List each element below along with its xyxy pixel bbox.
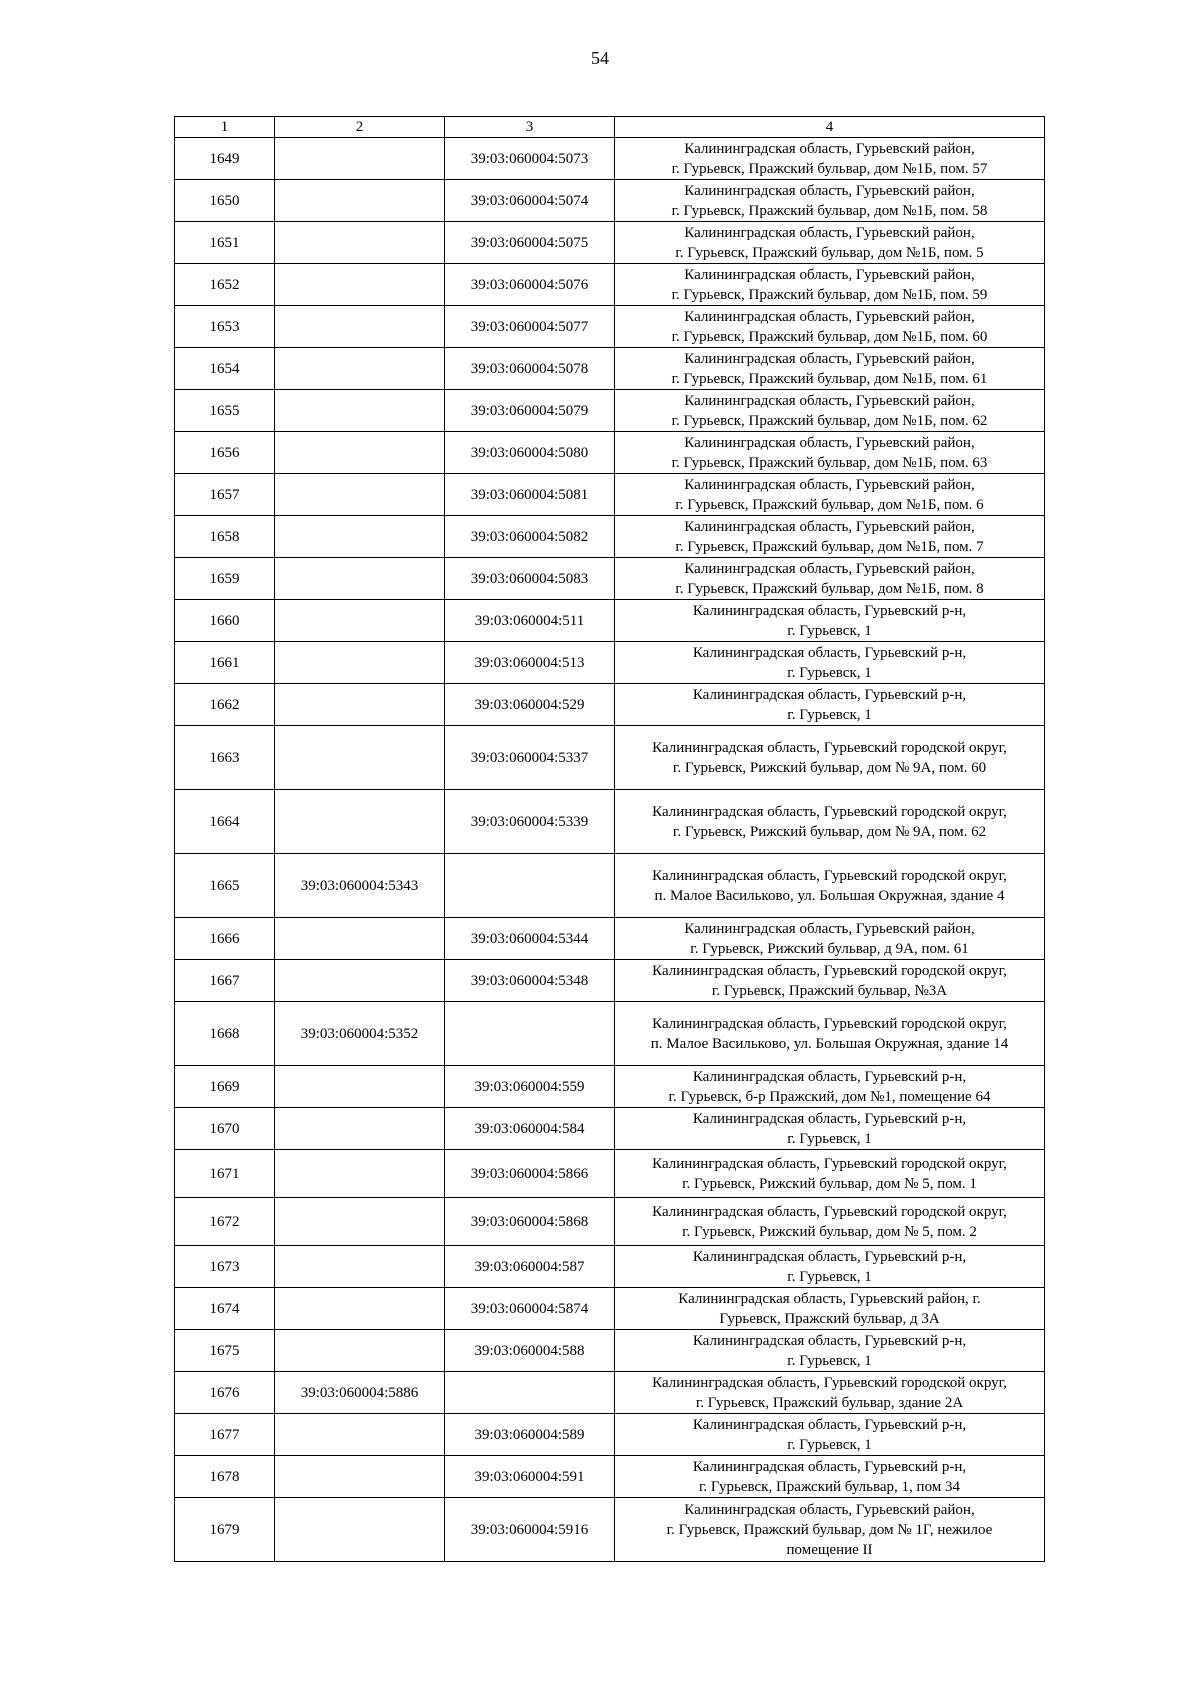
cadastral-number-col2	[275, 1108, 445, 1150]
page-number: 54	[591, 48, 609, 68]
address-cell: Калининградская область, Гурьевский городской округ, г. Гурьевск, Рижский бульвар, дом № 9А, пом. 62	[615, 790, 1045, 854]
address-cell: Калининградская область, Гурьевский район, г. Гурьевск, Пражский бульвар, дом №1Б, пом. 62	[615, 390, 1045, 432]
cadastral-number-col2	[275, 1456, 445, 1498]
address-cell: Калининградская область, Гурьевский район, г. Гурьевск, Пражский бульвар, дом №1Б, пом. 5	[615, 222, 1045, 264]
cadastral-number-col3: 39:03:060004:5083	[445, 558, 615, 600]
address-cell: Калининградская область, Гурьевский район, г. Гурьевск, Пражский бульвар, дом №1Б, пом. 59	[615, 264, 1045, 306]
table-row	[175, 180, 1045, 222]
cadastral-number-col2	[275, 642, 445, 684]
table-row	[175, 1066, 1045, 1108]
cadastral-number-col2	[275, 348, 445, 390]
address-cell: Калининградская область, Гурьевский городской округ, г. Гурьевск, Пражский бульвар, здание 2А	[615, 1372, 1045, 1414]
cadastral-number-col2	[275, 1150, 445, 1198]
address-cell: Калининградская область, Гурьевский район, г. Гурьевск, Пражский бульвар, дом №1Б, пом. 58	[615, 180, 1045, 222]
row-number-cell: 1651	[175, 222, 275, 264]
address-cell: Калининградская область, Гурьевский р-н, г. Гурьевск, 1	[615, 1246, 1045, 1288]
cadastral-number-col2	[275, 180, 445, 222]
cadastral-number-col2	[275, 1414, 445, 1456]
row-number-cell: 1671	[175, 1150, 275, 1198]
address-cell: Калининградская область, Гурьевский р-н, г. Гурьевск, 1	[615, 684, 1045, 726]
address-cell: Калининградская область, Гурьевский р-н, г. Гурьевск, Пражский бульвар, 1, пом 34	[615, 1456, 1045, 1498]
row-number-cell: 1655	[175, 390, 275, 432]
row-number-cell: 1672	[175, 1198, 275, 1246]
cadastral-number-col3: 39:03:060004:5078	[445, 348, 615, 390]
cadastral-number-col3: 39:03:060004:5079	[445, 390, 615, 432]
row-number-cell: 1677	[175, 1414, 275, 1456]
table-row	[175, 138, 1045, 180]
address-cell: Калининградская область, Гурьевский район, г. Гурьевск, Пражский бульвар, дом № 1Г, нежилое помещение II	[615, 1498, 1045, 1562]
row-number-cell: 1659	[175, 558, 275, 600]
table-row	[175, 1246, 1045, 1288]
table-row	[175, 642, 1045, 684]
header-col-4: 4	[615, 117, 1045, 138]
table-row	[175, 222, 1045, 264]
table-row	[175, 264, 1045, 306]
cadastral-number-col2	[275, 1198, 445, 1246]
cadastral-number-col3: 39:03:060004:529	[445, 684, 615, 726]
cadastral-number-col3: 39:03:060004:584	[445, 1108, 615, 1150]
cadastral-number-col2	[275, 138, 445, 180]
cadastral-number-col3: 39:03:060004:5074	[445, 180, 615, 222]
row-number-cell: 1670	[175, 1108, 275, 1150]
address-cell: Калининградская область, Гурьевский городской округ, г. Гурьевск, Пражский бульвар, №3А	[615, 960, 1045, 1002]
header-col-3: 3	[445, 117, 615, 138]
table-row	[175, 600, 1045, 642]
cadastral-number-col3: 39:03:060004:5075	[445, 222, 615, 264]
row-number-cell: 1652	[175, 264, 275, 306]
table-header-row	[175, 117, 1045, 138]
cadastral-number-col3: 39:03:060004:588	[445, 1330, 615, 1372]
cadastral-number-col2	[275, 474, 445, 516]
row-number-cell: 1662	[175, 684, 275, 726]
row-number-cell: 1650	[175, 180, 275, 222]
row-number-cell: 1663	[175, 726, 275, 790]
address-cell: Калининградская область, Гурьевский район, г. Гурьевск, Пражский бульвар, дом №1Б, пом. 6	[615, 474, 1045, 516]
table-row	[175, 960, 1045, 1002]
row-number-cell: 1665	[175, 854, 275, 918]
table-row	[175, 918, 1045, 960]
cadastral-number-col3: 39:03:060004:591	[445, 1456, 615, 1498]
cadastral-number-col2	[275, 726, 445, 790]
cadastral-number-col2	[275, 432, 445, 474]
cadastral-number-col3: 39:03:060004:5073	[445, 138, 615, 180]
cadastral-number-col3	[445, 854, 615, 918]
address-cell: Калининградская область, Гурьевский район, г. Гурьевск, Пражский бульвар, дом №1Б, пом. 57	[615, 138, 1045, 180]
row-number-cell: 1666	[175, 918, 275, 960]
row-number-cell: 1664	[175, 790, 275, 854]
cadastral-number-col3: 39:03:060004:5077	[445, 306, 615, 348]
address-cell: Калининградская область, Гурьевский городской округ, г. Гурьевск, Рижский бульвар, дом № 5, пом. 1	[615, 1150, 1045, 1198]
address-cell: Калининградская область, Гурьевский район, г. Гурьевск, Рижский бульвар, д 9А, пом. 61	[615, 918, 1045, 960]
table-row	[175, 1288, 1045, 1330]
cadastral-number-col2	[275, 1066, 445, 1108]
table-row	[175, 1198, 1045, 1246]
cadastral-number-col2	[275, 1498, 445, 1562]
table-row	[175, 854, 1045, 918]
table-row	[175, 1498, 1045, 1562]
address-cell: Калининградская область, Гурьевский район, г. Гурьевск, Пражский бульвар, дом №1Б, пом. 7	[615, 516, 1045, 558]
address-cell: Калининградская область, Гурьевский район, г. Гурьевск, Пражский бульвар, д 3А	[615, 1288, 1045, 1330]
cadastral-number-col2	[275, 516, 445, 558]
row-number-cell: 1674	[175, 1288, 275, 1330]
cadastral-number-col3: 39:03:060004:511	[445, 600, 615, 642]
cadastral-number-col2	[275, 1246, 445, 1288]
row-number-cell: 1660	[175, 600, 275, 642]
address-cell: Калининградская область, Гурьевский р-н, г. Гурьевск, 1	[615, 1330, 1045, 1372]
table-row	[175, 558, 1045, 600]
registry-table	[174, 116, 1045, 1562]
table-row	[175, 1150, 1045, 1198]
table-row	[175, 1456, 1045, 1498]
row-number-cell: 1661	[175, 642, 275, 684]
cadastral-number-col3: 39:03:060004:5344	[445, 918, 615, 960]
address-cell: Калининградская область, Гурьевский район, г. Гурьевск, Пражский бульвар, дом №1Б, пом. 61	[615, 348, 1045, 390]
header-col-1: 1	[175, 117, 275, 138]
cadastral-number-col2	[275, 918, 445, 960]
address-cell: Калининградская область, Гурьевский район, г. Гурьевск, Пражский бульвар, дом №1Б, пом. 60	[615, 306, 1045, 348]
cadastral-number-col3: 39:03:060004:5348	[445, 960, 615, 1002]
table-row	[175, 1414, 1045, 1456]
row-number-cell: 1673	[175, 1246, 275, 1288]
cadastral-number-col3: 39:03:060004:559	[445, 1066, 615, 1108]
row-number-cell: 1675	[175, 1330, 275, 1372]
row-number-cell: 1678	[175, 1456, 275, 1498]
cadastral-number-col2	[275, 1288, 445, 1330]
cadastral-number-col3: 39:03:060004:5916	[445, 1498, 615, 1562]
table-row	[175, 1002, 1045, 1066]
cadastral-number-col3: 39:03:060004:5866	[445, 1150, 615, 1198]
row-number-cell: 1653	[175, 306, 275, 348]
table-row	[175, 516, 1045, 558]
row-number-cell: 1676	[175, 1372, 275, 1414]
cadastral-number-col2	[275, 960, 445, 1002]
address-cell: Калининградская область, Гурьевский городской округ, п. Малое Васильково, ул. Большая Окружная, здание 14	[615, 1002, 1045, 1066]
table-row	[175, 390, 1045, 432]
header-col-2: 2	[275, 117, 445, 138]
row-number-cell: 1679	[175, 1498, 275, 1562]
row-number-cell: 1649	[175, 138, 275, 180]
address-cell: Калининградская область, Гурьевский городской округ, г. Гурьевск, Рижский бульвар, дом № 9А, пом. 60	[615, 726, 1045, 790]
cadastral-number-col3: 39:03:060004:5339	[445, 790, 615, 854]
cadastral-number-col2	[275, 390, 445, 432]
cadastral-number-col3: 39:03:060004:513	[445, 642, 615, 684]
table-row	[175, 348, 1045, 390]
cadastral-number-col2	[275, 600, 445, 642]
table-row	[175, 306, 1045, 348]
cadastral-number-col2: 39:03:060004:5343	[275, 854, 445, 918]
cadastral-number-col3	[445, 1372, 615, 1414]
address-cell: Калининградская область, Гурьевский район, г. Гурьевск, Пражский бульвар, дом №1Б, пом. 8	[615, 558, 1045, 600]
cadastral-number-col3: 39:03:060004:5076	[445, 264, 615, 306]
cadastral-number-col2	[275, 306, 445, 348]
cadastral-number-col3: 39:03:060004:5868	[445, 1198, 615, 1246]
cadastral-number-col3	[445, 1002, 615, 1066]
table-row	[175, 1330, 1045, 1372]
address-cell: Калининградская область, Гурьевский р-н, г. Гурьевск, б-р Пражский, дом №1, помещение 64	[615, 1066, 1045, 1108]
table-row	[175, 726, 1045, 790]
table-row	[175, 684, 1045, 726]
cadastral-number-col2	[275, 790, 445, 854]
cadastral-number-col2	[275, 222, 445, 264]
cadastral-number-col3: 39:03:060004:5082	[445, 516, 615, 558]
cadastral-number-col3: 39:03:060004:5080	[445, 432, 615, 474]
cadastral-number-col3: 39:03:060004:5337	[445, 726, 615, 790]
cadastral-number-col2	[275, 264, 445, 306]
table-row	[175, 1372, 1045, 1414]
table-row	[175, 474, 1045, 516]
table-row	[175, 1108, 1045, 1150]
row-number-cell: 1668	[175, 1002, 275, 1066]
address-cell: Калининградская область, Гурьевский р-н, г. Гурьевск, 1	[615, 1414, 1045, 1456]
address-cell: Калининградская область, Гурьевский р-н, г. Гурьевск, 1	[615, 600, 1045, 642]
row-number-cell: 1669	[175, 1066, 275, 1108]
cadastral-number-col3: 39:03:060004:589	[445, 1414, 615, 1456]
address-cell: Калининградская область, Гурьевский городской округ, п. Малое Васильково, ул. Большая Окружная, здание 4	[615, 854, 1045, 918]
table-row	[175, 432, 1045, 474]
cadastral-number-col3: 39:03:060004:5874	[445, 1288, 615, 1330]
address-cell: Калининградская область, Гурьевский р-н, г. Гурьевск, 1	[615, 1108, 1045, 1150]
cadastral-number-col2: 39:03:060004:5352	[275, 1002, 445, 1066]
row-number-cell: 1656	[175, 432, 275, 474]
table-row	[175, 790, 1045, 854]
cadastral-number-col2	[275, 684, 445, 726]
row-number-cell: 1657	[175, 474, 275, 516]
row-number-cell: 1667	[175, 960, 275, 1002]
cadastral-number-col2: 39:03:060004:5886	[275, 1372, 445, 1414]
row-number-cell: 1654	[175, 348, 275, 390]
address-cell: Калининградская область, Гурьевский городской округ, г. Гурьевск, Рижский бульвар, дом № 5, пом. 2	[615, 1198, 1045, 1246]
cadastral-number-col3: 39:03:060004:5081	[445, 474, 615, 516]
address-cell: Калининградская область, Гурьевский район, г. Гурьевск, Пражский бульвар, дом №1Б, пом. 63	[615, 432, 1045, 474]
row-number-cell: 1658	[175, 516, 275, 558]
address-cell: Калининградская область, Гурьевский р-н, г. Гурьевск, 1	[615, 642, 1045, 684]
cadastral-number-col2	[275, 1330, 445, 1372]
cadastral-number-col3: 39:03:060004:587	[445, 1246, 615, 1288]
cadastral-number-col2	[275, 558, 445, 600]
